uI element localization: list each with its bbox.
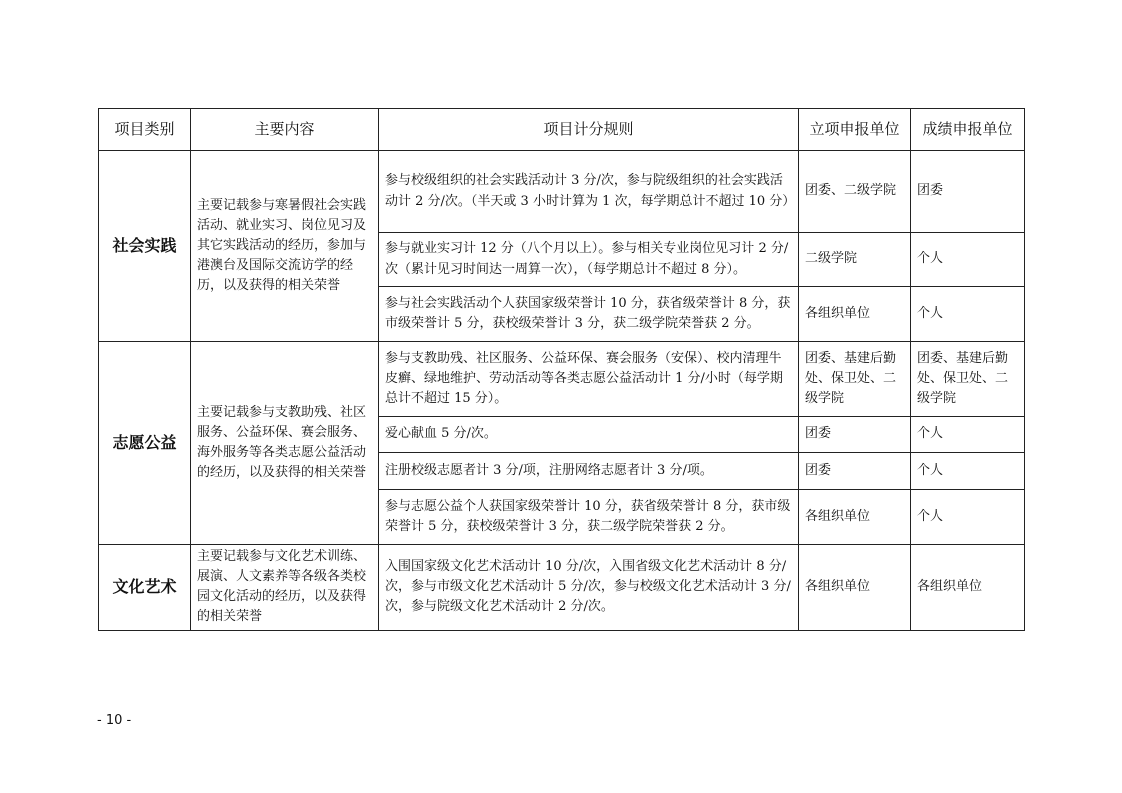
score-unit-cell: 团委 [911,151,1025,233]
rule-cell: 参与校级组织的社会实践活动计 3 分/次，参与院级组织的社会实践活动计 2 分/次。（半天或 3 小时计算为 1 次，每学期总计不超过 10 分） [379,151,799,233]
score-unit-cell: 各组织单位 [911,545,1025,631]
rule-cell: 注册校级志愿者计 3 分/项，注册网络志愿者计 3 分/项。 [379,453,799,490]
category-cell: 志愿公益 [99,342,191,545]
score-unit-cell: 个人 [911,453,1025,490]
rule-cell: 参与志愿公益个人获国家级荣誉计 10 分，获省级荣誉计 8 分，获市级荣誉计 5 分，获校级荣誉计 3 分，获二级学院荣誉获 2 分。 [379,490,799,545]
project-unit-cell: 二级学院 [799,233,911,287]
header-rules: 项目计分规则 [379,109,799,151]
table-row [99,545,1025,631]
score-unit-cell: 个人 [911,417,1025,453]
header-content: 主要内容 [191,109,379,151]
score-unit-cell: 团委、基建后勤处、保卫处、二级学院 [911,342,1025,417]
project-unit-cell: 各组织单位 [799,490,911,545]
rule-cell: 入围国家级文化艺术活动计 10 分/次，入围省级文化艺术活动计 8 分/次，参与市级文化艺术活动计 5 分/次，参与校级文化艺术活动计 3 分/次，参与院级文化艺术活动计 2 分/次。 [379,545,799,631]
page-number: - 10 - [97,713,132,728]
rule-cell: 爱心献血 5 分/次。 [379,417,799,453]
content-cell: 主要记载参与支教助残、社区服务、公益环保、赛会服务、海外服务等各类志愿公益活动的经历，以及获得的相关荣誉 [191,342,379,545]
rule-cell: 参与支教助残、社区服务、公益环保、赛会服务（安保）、校内清理牛皮癣、绿地维护、劳动活动等各类志愿公益活动计 1 分/小时（每学期总计不超过 15 分）。 [379,342,799,417]
table-row [99,151,1025,233]
table-header-row [99,109,1025,151]
project-unit-cell: 团委、二级学院 [799,151,911,233]
project-unit-cell: 各组织单位 [799,545,911,631]
project-unit-cell: 团委、基建后勤处、保卫处、二级学院 [799,342,911,417]
score-unit-cell: 个人 [911,233,1025,287]
header-category: 项目类别 [99,109,191,151]
scoring-rules-table [98,108,1025,631]
score-unit-cell: 个人 [911,287,1025,342]
rule-cell: 参与就业实习计 12 分（八个月以上）。参与相关专业岗位见习计 2 分/次（累计见习时间达一周算一次），（每学期总计不超过 8 分）。 [379,233,799,287]
category-cell: 文化艺术 [99,545,191,631]
header-score-unit: 成绩申报单位 [911,109,1025,151]
header-project-unit: 立项申报单位 [799,109,911,151]
project-unit-cell: 团委 [799,453,911,490]
score-unit-cell: 个人 [911,490,1025,545]
content-cell: 主要记载参与文化艺术训练、展演、人文素养等各级各类校园文化活动的经历，以及获得的相关荣誉 [191,545,379,631]
project-unit-cell: 各组织单位 [799,287,911,342]
rule-cell: 参与社会实践活动个人获国家级荣誉计 10 分，获省级荣誉计 8 分，获市级荣誉计 5 分，获校级荣誉计 3 分，获二级学院荣誉获 2 分。 [379,287,799,342]
category-cell: 社会实践 [99,151,191,342]
content-cell: 主要记载参与寒暑假社会实践活动、就业实习、岗位见习及其它实践活动的经历，参加与港澳台及国际交流访学的经历，以及获得的相关荣誉 [191,151,379,342]
table-row [99,342,1025,417]
project-unit-cell: 团委 [799,417,911,453]
